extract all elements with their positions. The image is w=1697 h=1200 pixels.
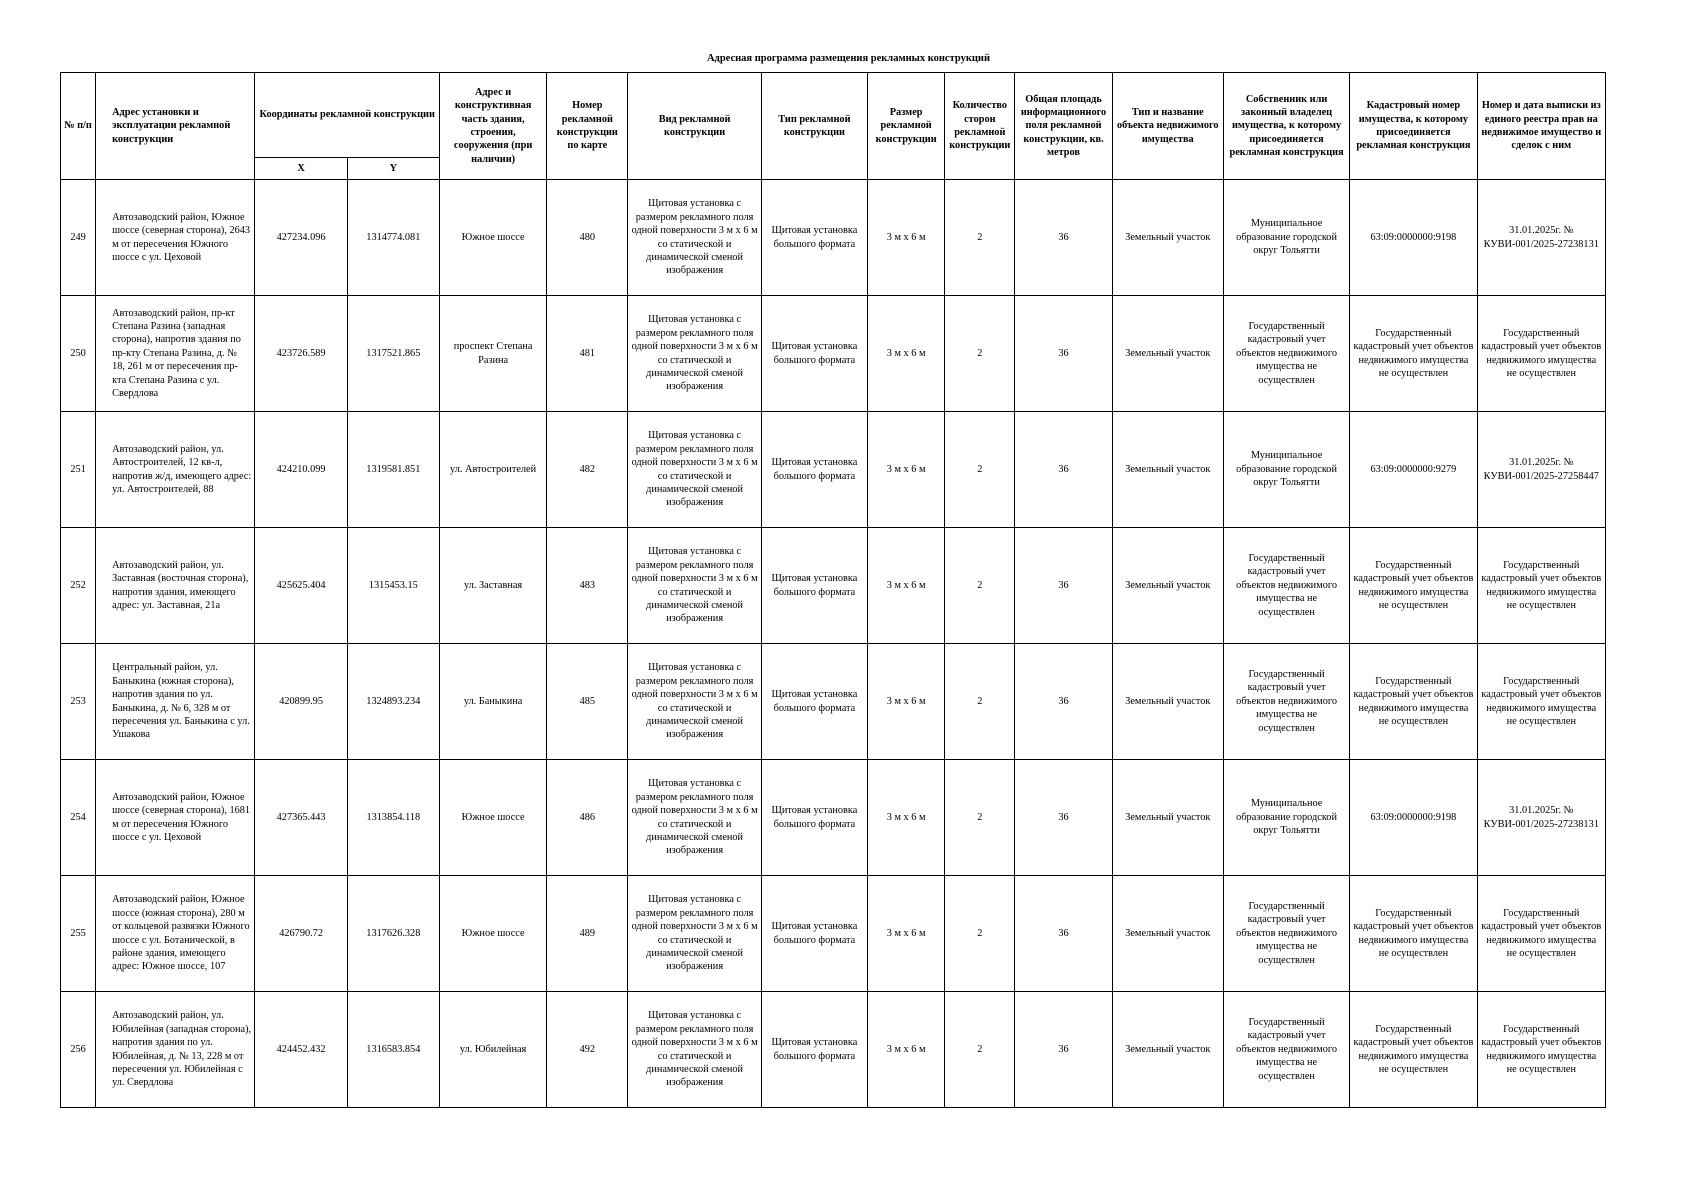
cell-registry: 31.01.2025г. № КУВИ-001/2025-27238131 — [1477, 180, 1605, 296]
header-row — [61, 73, 1606, 158]
cell-sides: 2 — [945, 296, 1015, 412]
cell-num: 253 — [61, 644, 96, 760]
cell-size: 3 м х 6 м — [868, 528, 945, 644]
cell-size: 3 м х 6 м — [868, 992, 945, 1108]
ad-program-table — [60, 72, 1606, 1108]
header-estate: Тип и название объекта недвижимого имущества — [1112, 73, 1223, 180]
cell-type: Щитовая установка большого формата — [761, 992, 867, 1108]
cell-building-part: ул. Заставная — [439, 528, 546, 644]
cell-size: 3 м х 6 м — [868, 644, 945, 760]
header-coords: Координаты рекламной конструкции — [255, 73, 439, 158]
cell-size: 3 м х 6 м — [868, 180, 945, 296]
cell-num: 249 — [61, 180, 96, 296]
cell-coord-x: 420899.95 — [255, 644, 347, 760]
cell-registry: Государственный кадастровый учет объектов недвижимого имущества не осуществлен — [1477, 644, 1605, 760]
cell-building-part: Южное шоссе — [439, 760, 546, 876]
cell-building-part: ул. Юбилейная — [439, 992, 546, 1108]
cell-building-part: Южное шоссе — [439, 876, 546, 992]
cell-size: 3 м х 6 м — [868, 760, 945, 876]
cell-estate: Земельный участок — [1112, 528, 1223, 644]
cell-coord-x: 423726.589 — [255, 296, 347, 412]
cell-type: Щитовая установка большого формата — [761, 296, 867, 412]
cell-address: Автозаводский район, Южное шоссе (южная сторона), 280 м от кольцевой развязки Южного шоссе с ул. Ботанической, в районе здания, имеющего адрес: Южное шоссе, 107 — [96, 876, 255, 992]
header-owner: Собственник или законный владелец имущества, к которому присоединяется рекламная конструкция — [1223, 73, 1349, 180]
cell-address: Центральный район, ул. Баныкина (южная сторона), напротив здания по ул. Баныкина, д. № 6, 328 м от пересечения ул. Баныкина с ул. Ушакова — [96, 644, 255, 760]
cell-cadastral: Государственный кадастровый учет объектов недвижимого имущества не осуществлен — [1350, 528, 1477, 644]
cell-address: Автозаводский район, ул. Заставная (восточная сторона), напротив здания, имеющего адрес: ул. Заставная, 21а — [96, 528, 255, 644]
cell-estate: Земельный участок — [1112, 760, 1223, 876]
cell-registry: 31.01.2025г. № КУВИ-001/2025-27258447 — [1477, 412, 1605, 528]
cell-map-number: 481 — [547, 296, 628, 412]
cell-registry: Государственный кадастровый учет объектов недвижимого имущества не осуществлен — [1477, 876, 1605, 992]
cell-cadastral: Государственный кадастровый учет объектов недвижимого имущества не осуществлен — [1350, 644, 1477, 760]
table-body — [61, 180, 1606, 1108]
cell-sides: 2 — [945, 760, 1015, 876]
cell-kind: Щитовая установка с размером рекламного поля одной поверхности 3 м х 6 м со статической и динамической сменой изображения — [628, 876, 761, 992]
header-registry: Номер и дата выписки из единого реестра прав на недвижимое имущество и сделок с ним — [1477, 73, 1605, 180]
cell-map-number: 492 — [547, 992, 628, 1108]
cell-owner: Муниципальное образование городской округ Тольятти — [1223, 760, 1349, 876]
cell-owner: Муниципальное образование городской округ Тольятти — [1223, 412, 1349, 528]
cell-owner: Государственный кадастровый учет объектов недвижимого имущества не осуществлен — [1223, 528, 1349, 644]
cell-coord-x: 424452.432 — [255, 992, 347, 1108]
table-row — [61, 528, 1606, 644]
cell-num: 251 — [61, 412, 96, 528]
cell-building-part: ул. Автостроителей — [439, 412, 546, 528]
header-kind: Вид рекламной конструкции — [628, 73, 761, 180]
table-row — [61, 876, 1606, 992]
cell-registry: Государственный кадастровый учет объектов недвижимого имущества не осуществлен — [1477, 296, 1605, 412]
cell-area: 36 — [1015, 760, 1112, 876]
cell-num: 255 — [61, 876, 96, 992]
cell-kind: Щитовая установка с размером рекламного поля одной поверхности 3 м х 6 м со статической и динамической сменой изображения — [628, 644, 761, 760]
table-row — [61, 180, 1606, 296]
cell-type: Щитовая установка большого формата — [761, 876, 867, 992]
table-row — [61, 296, 1606, 412]
cell-coord-x: 426790.72 — [255, 876, 347, 992]
header-cadastral: Кадастровый номер имущества, к которому присоединяется рекламная конструкция — [1350, 73, 1477, 180]
cell-map-number: 483 — [547, 528, 628, 644]
cell-map-number: 482 — [547, 412, 628, 528]
cell-cadastral: Государственный кадастровый учет объектов недвижимого имущества не осуществлен — [1350, 992, 1477, 1108]
cell-sides: 2 — [945, 992, 1015, 1108]
table-row — [61, 992, 1606, 1108]
header-address: Адрес установки и эксплуатации рекламной конструкции — [96, 73, 255, 180]
cell-owner: Государственный кадастровый учет объектов недвижимого имущества не осуществлен — [1223, 296, 1349, 412]
cell-kind: Щитовая установка с размером рекламного поля одной поверхности 3 м х 6 м со статической и динамической сменой изображения — [628, 528, 761, 644]
cell-sides: 2 — [945, 876, 1015, 992]
cell-estate: Земельный участок — [1112, 644, 1223, 760]
cell-owner: Государственный кадастровый учет объектов недвижимого имущества не осуществлен — [1223, 644, 1349, 760]
cell-coord-y: 1324893.234 — [347, 644, 439, 760]
header-building-part: Адрес и конструктивная часть здания, строения, сооружения (при наличии) — [439, 73, 546, 180]
page-title: Адресная программа размещения рекламных конструкций — [706, 53, 991, 64]
cell-coord-x: 425625.404 — [255, 528, 347, 644]
cell-coord-y: 1313854.118 — [347, 760, 439, 876]
cell-address: Автозаводский район, ул. Автостроителей, 12 кв-л, напротив ж/д, имеющего адрес: ул. Автостроителей, 88 — [96, 412, 255, 528]
cell-num: 256 — [61, 992, 96, 1108]
table-row — [61, 412, 1606, 528]
cell-area: 36 — [1015, 876, 1112, 992]
cell-area: 36 — [1015, 296, 1112, 412]
cell-sides: 2 — [945, 528, 1015, 644]
cell-kind: Щитовая установка с размером рекламного поля одной поверхности 3 м х 6 м со статической и динамической сменой изображения — [628, 760, 761, 876]
cell-estate: Земельный участок — [1112, 180, 1223, 296]
header-sides: Количество сторон рекламной конструкции — [945, 73, 1015, 180]
cell-address: Автозаводский район, ул. Юбилейная (западная сторона), напротив здания по ул. Юбилейная, д. № 13, 228 м от пересечения ул. Юбилейная с ул. Свердлова — [96, 992, 255, 1108]
cell-coord-x: 427365.443 — [255, 760, 347, 876]
cell-size: 3 м х 6 м — [868, 296, 945, 412]
cell-size: 3 м х 6 м — [868, 876, 945, 992]
cell-size: 3 м х 6 м — [868, 412, 945, 528]
cell-area: 36 — [1015, 528, 1112, 644]
cell-area: 36 — [1015, 412, 1112, 528]
cell-num: 252 — [61, 528, 96, 644]
cell-coord-x: 427234.096 — [255, 180, 347, 296]
cell-area: 36 — [1015, 644, 1112, 760]
cell-num: 254 — [61, 760, 96, 876]
cell-address: Автозаводский район, Южное шоссе (северная сторона), 2643 м от пересечения Южного шоссе с ул. Цеховой — [96, 180, 255, 296]
cell-coord-y: 1315453.15 — [347, 528, 439, 644]
header-type: Тип рекламной конструкции — [761, 73, 867, 180]
cell-sides: 2 — [945, 180, 1015, 296]
cell-address: Автозаводский район, Южное шоссе (северная сторона), 1681 м от пересечения Южного шоссе с ул. Цеховой — [96, 760, 255, 876]
cell-sides: 2 — [945, 644, 1015, 760]
cell-owner: Государственный кадастровый учет объектов недвижимого имущества не осуществлен — [1223, 876, 1349, 992]
cell-registry: 31.01.2025г. № КУВИ-001/2025-27238131 — [1477, 760, 1605, 876]
cell-map-number: 485 — [547, 644, 628, 760]
cell-area: 36 — [1015, 992, 1112, 1108]
header-size: Размер рекламной конструкции — [868, 73, 945, 180]
cell-type: Щитовая установка большого формата — [761, 180, 867, 296]
header-coord-x: X — [255, 158, 347, 180]
cell-coord-y: 1316583.854 — [347, 992, 439, 1108]
cell-estate: Земельный участок — [1112, 412, 1223, 528]
cell-cadastral: 63:09:0000000:9279 — [1350, 412, 1477, 528]
table-row — [61, 760, 1606, 876]
cell-registry: Государственный кадастровый учет объектов недвижимого имущества не осуществлен — [1477, 992, 1605, 1108]
header-num: № п/п — [61, 73, 96, 180]
cell-building-part: проспект Степана Разина — [439, 296, 546, 412]
cell-kind: Щитовая установка с размером рекламного поля одной поверхности 3 м х 6 м со статической и динамической сменой изображения — [628, 180, 761, 296]
cell-type: Щитовая установка большого формата — [761, 760, 867, 876]
cell-cadastral: Государственный кадастровый учет объектов недвижимого имущества не осуществлен — [1350, 876, 1477, 992]
cell-building-part: ул. Баныкина — [439, 644, 546, 760]
cell-building-part: Южное шоссе — [439, 180, 546, 296]
cell-cadastral: Государственный кадастровый учет объектов недвижимого имущества не осуществлен — [1350, 296, 1477, 412]
cell-address: Автозаводский район, пр-кт Степана Разина (западная сторона), напротив здания по пр-кту Степана Разина, д. № 18, 261 м от пересечения пр-кта Степана Разина с ул. Свердлова — [96, 296, 255, 412]
cell-cadastral: 63:09:0000000:9198 — [1350, 180, 1477, 296]
cell-estate: Земельный участок — [1112, 296, 1223, 412]
cell-map-number: 489 — [547, 876, 628, 992]
cell-registry: Государственный кадастровый учет объектов недвижимого имущества не осуществлен — [1477, 528, 1605, 644]
cell-coord-y: 1319581.851 — [347, 412, 439, 528]
cell-map-number: 480 — [547, 180, 628, 296]
cell-coord-x: 424210.099 — [255, 412, 347, 528]
header-area: Общая площадь информационного поля рекламной конструкции, кв. метров — [1015, 73, 1112, 180]
cell-num: 250 — [61, 296, 96, 412]
cell-coord-y: 1317626.328 — [347, 876, 439, 992]
cell-coord-y: 1314774.081 — [347, 180, 439, 296]
cell-estate: Земельный участок — [1112, 876, 1223, 992]
cell-type: Щитовая установка большого формата — [761, 528, 867, 644]
cell-sides: 2 — [945, 412, 1015, 528]
cell-type: Щитовая установка большого формата — [761, 644, 867, 760]
cell-kind: Щитовая установка с размером рекламного поля одной поверхности 3 м х 6 м со статической и динамической сменой изображения — [628, 296, 761, 412]
cell-area: 36 — [1015, 180, 1112, 296]
cell-cadastral: 63:09:0000000:9198 — [1350, 760, 1477, 876]
cell-owner: Государственный кадастровый учет объектов недвижимого имущества не осуществлен — [1223, 992, 1349, 1108]
cell-coord-y: 1317521.865 — [347, 296, 439, 412]
cell-map-number: 486 — [547, 760, 628, 876]
header-map-number: Номер рекламной конструкции по карте — [547, 73, 628, 180]
header-coord-y: Y — [347, 158, 439, 180]
cell-type: Щитовая установка большого формата — [761, 412, 867, 528]
cell-kind: Щитовая установка с размером рекламного поля одной поверхности 3 м х 6 м со статической и динамической сменой изображения — [628, 412, 761, 528]
cell-kind: Щитовая установка с размером рекламного поля одной поверхности 3 м х 6 м со статической и динамической сменой изображения — [628, 992, 761, 1108]
cell-owner: Муниципальное образование городской округ Тольятти — [1223, 180, 1349, 296]
cell-estate: Земельный участок — [1112, 992, 1223, 1108]
table-row — [61, 644, 1606, 760]
